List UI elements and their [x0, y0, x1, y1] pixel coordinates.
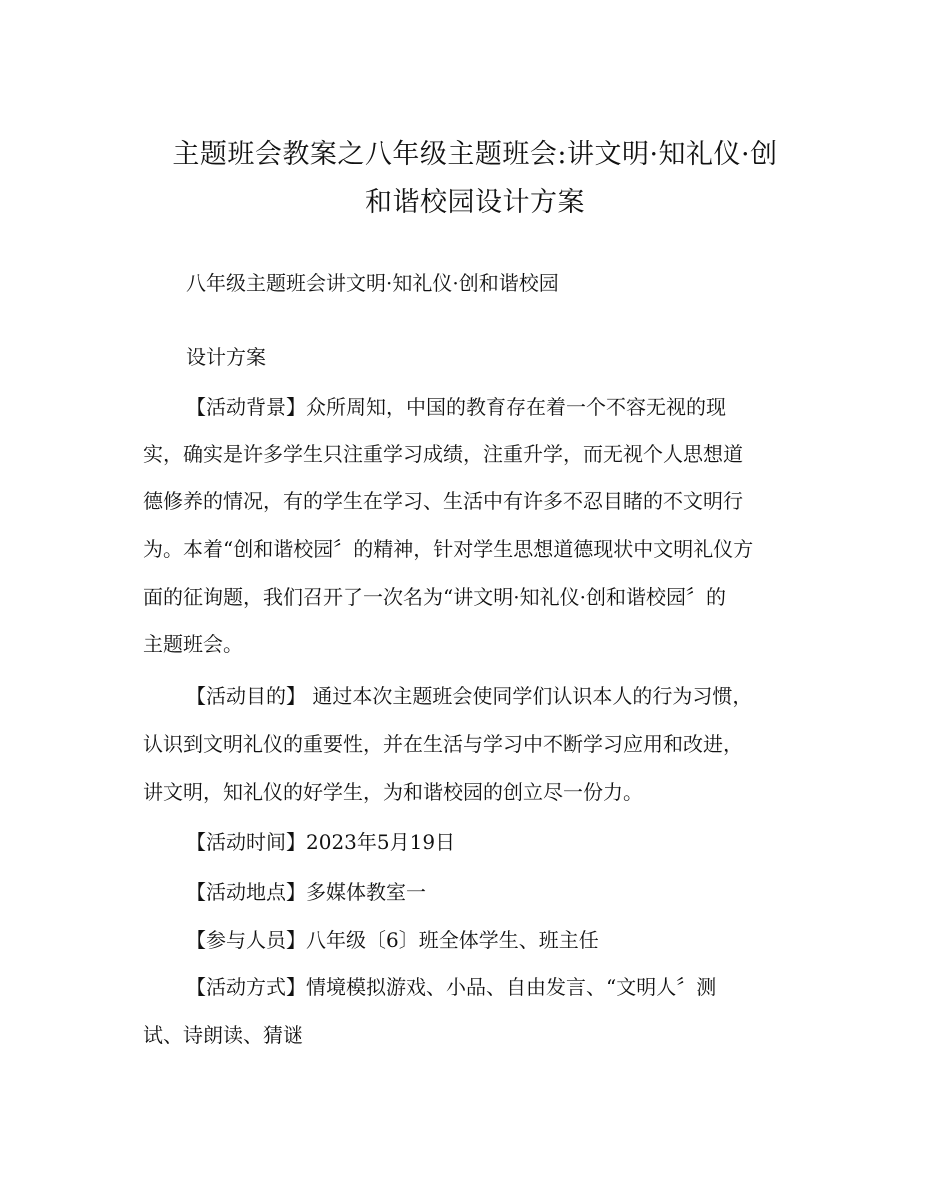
background-line-4: 为。本着“创和谐校园〞的精神，针对学生思想道德现状中文明礼仪方: [143, 537, 754, 561]
activity-participants: 【参与人员】八年级〔6〕班全体学生、班主任: [186, 928, 599, 952]
purpose-line-2: 认识到文明礼仪的重要性，并在生活与学习中不断学习应用和改进，: [143, 732, 743, 756]
activity-location: 【活动地点】多媒体教室一: [186, 880, 426, 904]
background-line-6: 主题班会。: [143, 632, 243, 656]
design-label: 设计方案: [186, 345, 266, 369]
document-title-line-1: 主题班会教案之八年级主题班会:讲文明·知礼仪·创: [172, 139, 778, 170]
background-line-3: 德修养的情况，有的学生在学习、生活中有许多不忍目睹的不文明行: [143, 489, 743, 513]
method-line-2: 试、诗朗读、猜谜: [143, 1023, 303, 1047]
document-title-line-2: 和谐校园设计方案: [365, 187, 585, 218]
background-line-1: 【活动背景】众所周知，中国的教育存在着一个不容无视的现: [186, 395, 726, 419]
background-line-5: 面的征询题，我们召开了一次名为“讲文明·知礼仪·创和谐校园〞的: [143, 585, 726, 609]
purpose-line-3: 讲文明，知礼仪的好学生，为和谐校园的创立尽一份力。: [143, 780, 643, 804]
purpose-line-1: 【活动目的】 通过本次主题班会使同学们认识本人的行为习惯，: [186, 684, 753, 708]
activity-time: 【活动时间】2023年5月19日: [186, 830, 456, 854]
method-line-1: 【活动方式】情境模拟游戏、小品、自由发言、“文明人〞测: [186, 975, 717, 999]
background-line-2: 实，确实是许多学生只注重学习成绩，注重升学，而无视个人思想道: [143, 442, 743, 466]
subtitle: 八年级主题班会讲文明·知礼仪·创和谐校园: [186, 271, 559, 295]
